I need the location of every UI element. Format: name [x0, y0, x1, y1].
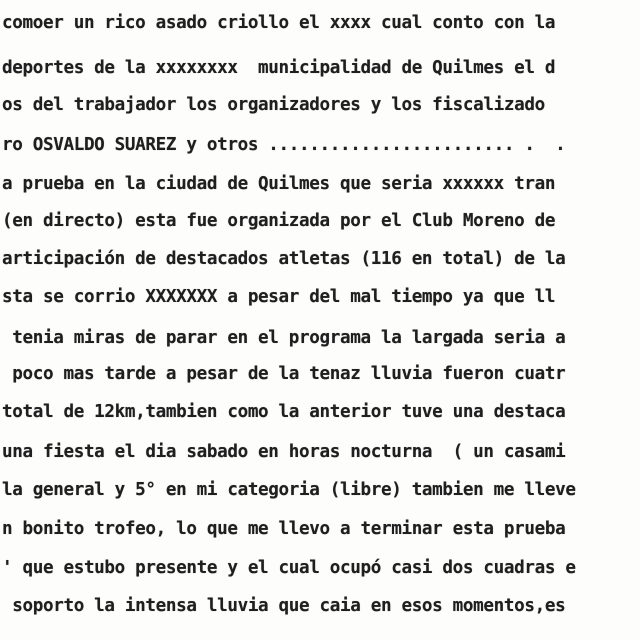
text-line: poco mas tarde a pesar de la tenaz lluvia fueron cuatr [2, 364, 566, 384]
text-line: comoer un rico asado criollo el xxxx cual conto con la [2, 13, 556, 33]
text-line: la general y 5° en mi categoria (libre) tambien me lleve [2, 480, 576, 500]
text-line: n bonito trofeo, lo que me llevo a terminar esta prueba [2, 519, 566, 539]
text-line: soporto la intensa lluvia que caia en esos momentos,es [2, 596, 566, 616]
text-line: sta se corrio XXXXXXX a pesar del mal tiempo ya que ll [2, 287, 556, 307]
text-line: tenia miras de parar en el programa la largada seria a [2, 328, 566, 348]
text-line: os del trabajador los organizadores y los fiscalizado [2, 95, 545, 115]
text-line: una fiesta el dia sabado en horas nocturna ( un casami [2, 442, 566, 462]
text-line: deportes de la xxxxxxxx municipalidad de Quilmes el d [2, 58, 556, 78]
text-line: a prueba en la ciudad de Quilmes que seria xxxxxx tran [2, 174, 556, 194]
text-line: ' que estubo presente y el cual ocupó casi dos cuadras e [2, 558, 576, 578]
text-line: total de 12km,tambien como la anterior tuve una destaca [2, 402, 566, 422]
text-line: articipación de destacados atletas (116 en total) de la [2, 249, 566, 269]
text-line: (en directo) esta fue organizada por el Club Moreno de [2, 211, 556, 231]
text-line: ro OSVALDO SUAREZ y otros ........................ . . [2, 135, 566, 155]
